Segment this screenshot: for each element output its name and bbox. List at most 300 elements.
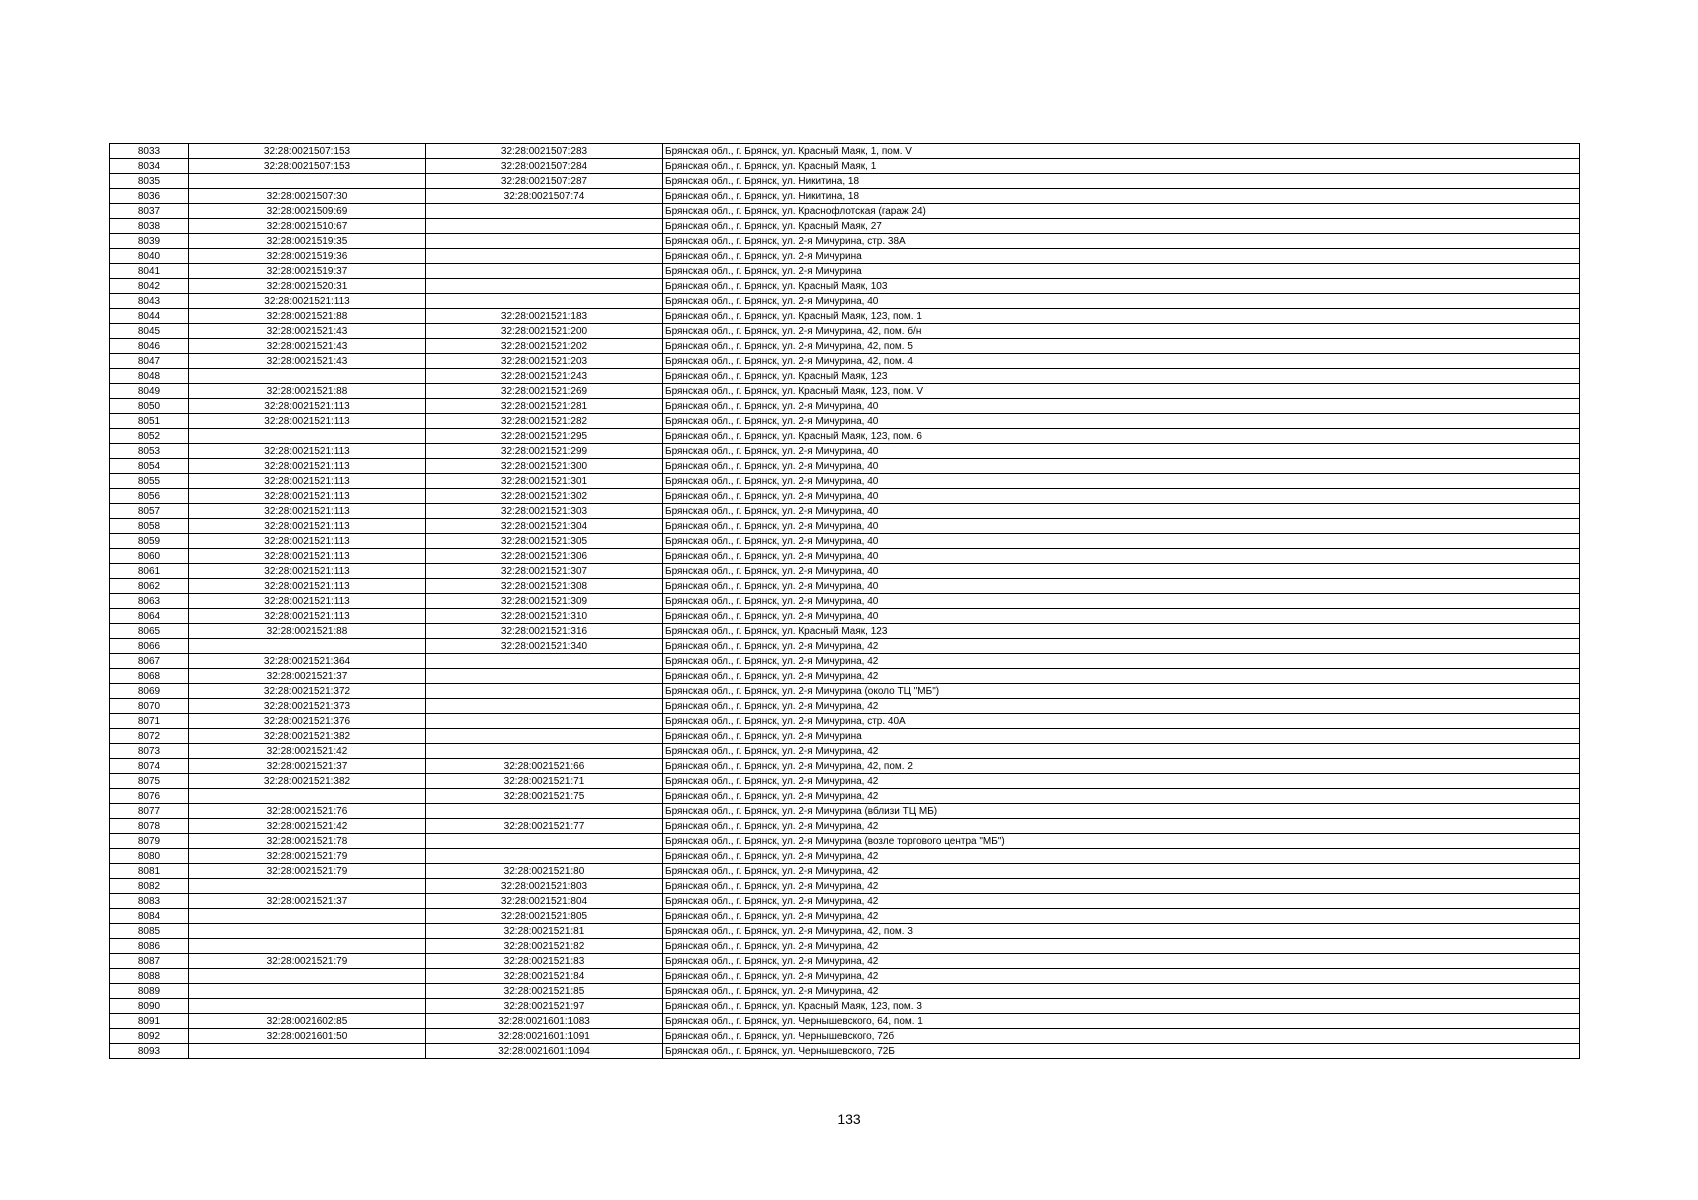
address-cell: Брянская обл., г. Брянск, ул. Красный Маяк, 123 [663,624,1580,639]
address-cell: Брянская обл., г. Брянск, ул. 2-я Мичурина, 42, пом. б/н [663,324,1580,339]
table-row [110,759,1580,774]
cadastral-number-cell [426,714,663,729]
table-row [110,939,1580,954]
cadastral-number-cell: 32:28:0021521:203 [426,354,663,369]
table-row [110,309,1580,324]
table-row [110,459,1580,474]
parent-cadastral-number-cell [189,939,426,954]
parent-cadastral-number-cell [189,879,426,894]
row-number-cell: 8056 [110,489,189,504]
cadastral-number-cell: 32:28:0021521:304 [426,519,663,534]
parent-cadastral-number-cell: 32:28:0021521:113 [189,399,426,414]
row-number-cell: 8067 [110,654,189,669]
table-row [110,1029,1580,1044]
cadastral-number-cell: 32:28:0021521:75 [426,789,663,804]
address-cell: Брянская обл., г. Брянск, ул. Красный Маяк, 123 [663,369,1580,384]
cadastral-number-cell [426,249,663,264]
parent-cadastral-number-cell: 32:28:0021521:88 [189,624,426,639]
parent-cadastral-number-cell: 32:28:0021521:113 [189,594,426,609]
parent-cadastral-number-cell: 32:28:0021521:113 [189,579,426,594]
row-number-cell: 8089 [110,984,189,999]
address-cell: Брянская обл., г. Брянск, ул. 2-я Мичурина, 40 [663,549,1580,564]
address-cell: Брянская обл., г. Брянск, ул. 2-я Мичурина, 42 [663,819,1580,834]
address-cell: Брянская обл., г. Брянск, ул. 2-я Мичурина (вблизи ТЦ МБ) [663,804,1580,819]
table-row [110,684,1580,699]
row-number-cell: 8085 [110,924,189,939]
parent-cadastral-number-cell: 32:28:0021521:113 [189,564,426,579]
parent-cadastral-number-cell: 32:28:0021521:43 [189,324,426,339]
table-row [110,429,1580,444]
cadastral-number-cell: 32:28:0021521:804 [426,894,663,909]
row-number-cell: 8035 [110,174,189,189]
cadastral-number-cell: 32:28:0021507:287 [426,174,663,189]
address-cell: Брянская обл., г. Брянск, ул. 2-я Мичурина, 40 [663,579,1580,594]
cadastral-number-cell: 32:28:0021521:301 [426,474,663,489]
row-number-cell: 8080 [110,849,189,864]
table-row [110,294,1580,309]
table-row [110,369,1580,384]
parent-cadastral-number-cell: 32:28:0021519:37 [189,264,426,279]
cadastral-number-cell: 32:28:0021521:282 [426,414,663,429]
table-row [110,1044,1580,1059]
parent-cadastral-number-cell: 32:28:0021521:113 [189,459,426,474]
address-cell: Брянская обл., г. Брянск, ул. 2-я Мичурина, 40 [663,399,1580,414]
cadastral-number-cell: 32:28:0021521:303 [426,504,663,519]
address-cell: Брянская обл., г. Брянск, ул. 2-я Мичурина, 40 [663,294,1580,309]
table-row [110,534,1580,549]
table-row [110,864,1580,879]
registry-table-body [110,144,1580,1059]
cadastral-number-cell: 32:28:0021521:308 [426,579,663,594]
address-cell: Брянская обл., г. Брянск, ул. 2-я Мичурина, 40 [663,519,1580,534]
row-number-cell: 8077 [110,804,189,819]
cadastral-number-cell: 32:28:0021521:80 [426,864,663,879]
parent-cadastral-number-cell: 32:28:0021521:79 [189,864,426,879]
cadastral-number-cell: 32:28:0021601:1083 [426,1014,663,1029]
table-row [110,714,1580,729]
row-number-cell: 8058 [110,519,189,534]
address-cell: Брянская обл., г. Брянск, ул. Красный Маяк, 1, пом. V [663,144,1580,159]
parent-cadastral-number-cell: 32:28:0021521:113 [189,474,426,489]
cadastral-number-cell: 32:28:0021521:281 [426,399,663,414]
row-number-cell: 8066 [110,639,189,654]
table-row [110,354,1580,369]
row-number-cell: 8061 [110,564,189,579]
row-number-cell: 8076 [110,789,189,804]
table-row [110,909,1580,924]
row-number-cell: 8060 [110,549,189,564]
row-number-cell: 8086 [110,939,189,954]
row-number-cell: 8092 [110,1029,189,1044]
parent-cadastral-number-cell: 32:28:0021519:36 [189,249,426,264]
address-cell: Брянская обл., г. Брянск, ул. 2-я Мичурина, 42 [663,909,1580,924]
address-cell: Брянская обл., г. Брянск, ул. 2-я Мичурина, 40 [663,609,1580,624]
address-cell: Брянская обл., г. Брянск, ул. 2-я Мичурина [663,249,1580,264]
row-number-cell: 8037 [110,204,189,219]
address-cell: Брянская обл., г. Брянск, ул. 2-я Мичурина, 42 [663,849,1580,864]
table-row [110,729,1580,744]
row-number-cell: 8036 [110,189,189,204]
address-cell: Брянская обл., г. Брянск, ул. 2-я Мичурина, 42, пом. 5 [663,339,1580,354]
parent-cadastral-number-cell: 32:28:0021521:88 [189,384,426,399]
cadastral-number-cell: 32:28:0021521:202 [426,339,663,354]
cadastral-number-cell: 32:28:0021521:305 [426,534,663,549]
row-number-cell: 8084 [110,909,189,924]
row-number-cell: 8043 [110,294,189,309]
table-row [110,144,1580,159]
cadastral-number-cell: 32:28:0021521:71 [426,774,663,789]
table-row [110,969,1580,984]
address-cell: Брянская обл., г. Брянск, ул. 2-я Мичурина, 42 [663,954,1580,969]
cadastral-number-cell: 32:28:0021521:803 [426,879,663,894]
table-row [110,249,1580,264]
table-row [110,699,1580,714]
cadastral-number-cell: 32:28:0021601:1094 [426,1044,663,1059]
table-row [110,579,1580,594]
row-number-cell: 8038 [110,219,189,234]
address-cell: Брянская обл., г. Брянск, ул. Красный Маяк, 123, пом. 1 [663,309,1580,324]
parent-cadastral-number-cell: 32:28:0021521:113 [189,294,426,309]
parent-cadastral-number-cell: 32:28:0021521:79 [189,954,426,969]
row-number-cell: 8063 [110,594,189,609]
parent-cadastral-number-cell [189,909,426,924]
parent-cadastral-number-cell [189,639,426,654]
table-row [110,639,1580,654]
cadastral-number-cell: 32:28:0021521:81 [426,924,663,939]
table-row [110,189,1580,204]
parent-cadastral-number-cell [189,174,426,189]
address-cell: Брянская обл., г. Брянск, ул. Чернышевского, 72б [663,1029,1580,1044]
table-row [110,399,1580,414]
row-number-cell: 8054 [110,459,189,474]
parent-cadastral-number-cell: 32:28:0021521:113 [189,609,426,624]
parent-cadastral-number-cell [189,429,426,444]
row-number-cell: 8049 [110,384,189,399]
row-number-cell: 8083 [110,894,189,909]
row-number-cell: 8091 [110,1014,189,1029]
cadastral-number-cell: 32:28:0021521:243 [426,369,663,384]
cadastral-number-cell: 32:28:0021521:77 [426,819,663,834]
address-cell: Брянская обл., г. Брянск, ул. 2-я Мичурина, 42 [663,879,1580,894]
cadastral-number-cell [426,654,663,669]
address-cell: Брянская обл., г. Брянск, ул. 2-я Мичурина, 42 [663,864,1580,879]
cadastral-number-cell: 32:28:0021521:306 [426,549,663,564]
row-number-cell: 8075 [110,774,189,789]
cadastral-number-cell: 32:28:0021521:307 [426,564,663,579]
row-number-cell: 8046 [110,339,189,354]
address-cell: Брянская обл., г. Брянск, ул. 2-я Мичурина, 42 [663,774,1580,789]
parent-cadastral-number-cell: 32:28:0021510:67 [189,219,426,234]
cadastral-number-cell: 32:28:0021521:84 [426,969,663,984]
cadastral-number-cell: 32:28:0021521:200 [426,324,663,339]
address-cell: Брянская обл., г. Брянск, ул. 2-я Мичурина, 40 [663,459,1580,474]
table-row [110,234,1580,249]
address-cell: Брянская обл., г. Брянск, ул. 2-я Мичурина, 42, пом. 2 [663,759,1580,774]
address-cell: Брянская обл., г. Брянск, ул. 2-я Мичурина, 40 [663,534,1580,549]
table-row [110,1014,1580,1029]
parent-cadastral-number-cell: 32:28:0021509:69 [189,204,426,219]
cadastral-number-cell: 32:28:0021521:82 [426,939,663,954]
table-row [110,804,1580,819]
parent-cadastral-number-cell [189,369,426,384]
parent-cadastral-number-cell: 32:28:0021519:35 [189,234,426,249]
parent-cadastral-number-cell [189,924,426,939]
cadastral-number-cell [426,219,663,234]
parent-cadastral-number-cell: 32:28:0021520:31 [189,279,426,294]
address-cell: Брянская обл., г. Брянск, ул. Красный Маяк, 103 [663,279,1580,294]
parent-cadastral-number-cell: 32:28:0021521:42 [189,819,426,834]
row-number-cell: 8087 [110,954,189,969]
table-row [110,384,1580,399]
row-number-cell: 8093 [110,1044,189,1059]
parent-cadastral-number-cell: 32:28:0021602:85 [189,1014,426,1029]
row-number-cell: 8073 [110,744,189,759]
address-cell: Брянская обл., г. Брянск, ул. 2-я Мичурина, 42 [663,639,1580,654]
row-number-cell: 8081 [110,864,189,879]
table-row [110,654,1580,669]
address-cell: Брянская обл., г. Брянск, ул. 2-я Мичурина, 42 [663,669,1580,684]
parent-cadastral-number-cell: 32:28:0021521:43 [189,339,426,354]
cadastral-number-cell [426,834,663,849]
cadastral-number-cell [426,744,663,759]
address-cell: Брянская обл., г. Брянск, ул. 2-я Мичурина, 42 [663,894,1580,909]
parent-cadastral-number-cell [189,1044,426,1059]
address-cell: Брянская обл., г. Брянск, ул. 2-я Мичурина, 40 [663,474,1580,489]
registry-table [109,143,1580,1059]
cadastral-number-cell: 32:28:0021521:302 [426,489,663,504]
row-number-cell: 8044 [110,309,189,324]
address-cell: Брянская обл., г. Брянск, ул. 2-я Мичурина, 42 [663,984,1580,999]
parent-cadastral-number-cell [189,984,426,999]
table-row [110,894,1580,909]
cadastral-number-cell: 32:28:0021521:340 [426,639,663,654]
address-cell: Брянская обл., г. Брянск, ул. 2-я Мичурина (возле торгового центра "МБ") [663,834,1580,849]
parent-cadastral-number-cell: 32:28:0021521:372 [189,684,426,699]
address-cell: Брянская обл., г. Брянск, ул. 2-я Мичурина [663,264,1580,279]
parent-cadastral-number-cell: 32:28:0021521:382 [189,774,426,789]
table-row [110,984,1580,999]
table-row [110,549,1580,564]
parent-cadastral-number-cell: 32:28:0021521:43 [189,354,426,369]
cadastral-number-cell: 32:28:0021521:295 [426,429,663,444]
table-row [110,264,1580,279]
address-cell: Брянская обл., г. Брянск, ул. Красный Маяк, 27 [663,219,1580,234]
cadastral-number-cell [426,849,663,864]
parent-cadastral-number-cell: 32:28:0021507:30 [189,189,426,204]
address-cell: Брянская обл., г. Брянск, ул. 2-я Мичурина, 42, пом. 3 [663,924,1580,939]
table-row [110,414,1580,429]
address-cell: Брянская обл., г. Брянск, ул. Никитина, 18 [663,174,1580,189]
address-cell: Брянская обл., г. Брянск, ул. 2-я Мичурина, 42 [663,789,1580,804]
row-number-cell: 8079 [110,834,189,849]
table-row [110,219,1580,234]
address-cell: Брянская обл., г. Брянск, ул. Красный Маяк, 123, пом. V [663,384,1580,399]
row-number-cell: 8078 [110,819,189,834]
address-cell: Брянская обл., г. Брянск, ул. 2-я Мичурина, 42 [663,939,1580,954]
row-number-cell: 8065 [110,624,189,639]
table-row [110,159,1580,174]
address-cell: Брянская обл., г. Брянск, ул. 2-я Мичурина [663,729,1580,744]
table-row [110,669,1580,684]
address-cell: Брянская обл., г. Брянск, ул. 2-я Мичурина, 40 [663,444,1580,459]
cadastral-number-cell: 32:28:0021507:74 [426,189,663,204]
cadastral-number-cell: 32:28:0021521:85 [426,984,663,999]
row-number-cell: 8062 [110,579,189,594]
parent-cadastral-number-cell [189,999,426,1014]
parent-cadastral-number-cell: 32:28:0021521:382 [189,729,426,744]
parent-cadastral-number-cell: 32:28:0021507:153 [189,159,426,174]
parent-cadastral-number-cell [189,969,426,984]
table-row [110,279,1580,294]
row-number-cell: 8072 [110,729,189,744]
row-number-cell: 8048 [110,369,189,384]
parent-cadastral-number-cell: 32:28:0021521:79 [189,849,426,864]
parent-cadastral-number-cell: 32:28:0021521:42 [189,744,426,759]
row-number-cell: 8052 [110,429,189,444]
cadastral-number-cell [426,699,663,714]
cadastral-number-cell: 32:28:0021521:805 [426,909,663,924]
table-row [110,519,1580,534]
cadastral-number-cell [426,234,663,249]
cadastral-number-cell: 32:28:0021521:97 [426,999,663,1014]
table-row [110,204,1580,219]
row-number-cell: 8033 [110,144,189,159]
table-row [110,849,1580,864]
address-cell: Брянская обл., г. Брянск, ул. 2-я Мичурина, 42 [663,699,1580,714]
table-row [110,999,1580,1014]
row-number-cell: 8042 [110,279,189,294]
table-row [110,924,1580,939]
row-number-cell: 8064 [110,609,189,624]
parent-cadastral-number-cell: 32:28:0021521:113 [189,444,426,459]
table-row [110,834,1580,849]
cadastral-number-cell: 32:28:0021521:183 [426,309,663,324]
address-cell: Брянская обл., г. Брянск, ул. 2-я Мичурина (около ТЦ "МБ") [663,684,1580,699]
table-row [110,879,1580,894]
row-number-cell: 8034 [110,159,189,174]
address-cell: Брянская обл., г. Брянск, ул. 2-я Мичурина, 40 [663,564,1580,579]
address-cell: Брянская обл., г. Брянск, ул. 2-я Мичурина, 42 [663,744,1580,759]
address-cell: Брянская обл., г. Брянск, ул. 2-я Мичурина, стр. 38А [663,234,1580,249]
address-cell: Брянская обл., г. Брянск, ул. Никитина, 18 [663,189,1580,204]
address-cell: Брянская обл., г. Брянск, ул. Красный Маяк, 123, пом. 6 [663,429,1580,444]
row-number-cell: 8053 [110,444,189,459]
address-cell: Брянская обл., г. Брянск, ул. 2-я Мичурина, 42, пом. 4 [663,354,1580,369]
cadastral-number-cell: 32:28:0021521:309 [426,594,663,609]
cadastral-number-cell: 32:28:0021507:284 [426,159,663,174]
row-number-cell: 8070 [110,699,189,714]
parent-cadastral-number-cell: 32:28:0021521:113 [189,414,426,429]
row-number-cell: 8090 [110,999,189,1014]
parent-cadastral-number-cell: 32:28:0021521:373 [189,699,426,714]
row-number-cell: 8041 [110,264,189,279]
cadastral-number-cell: 32:28:0021521:316 [426,624,663,639]
row-number-cell: 8071 [110,714,189,729]
parent-cadastral-number-cell: 32:28:0021521:37 [189,759,426,774]
address-cell: Брянская обл., г. Брянск, ул. 2-я Мичурина, 40 [663,489,1580,504]
table-row [110,339,1580,354]
row-number-cell: 8051 [110,414,189,429]
table-row [110,444,1580,459]
address-cell: Брянская обл., г. Брянск, ул. Красный Маяк, 123, пом. 3 [663,999,1580,1014]
address-cell: Брянская обл., г. Брянск, ул. 2-я Мичурина, 40 [663,594,1580,609]
table-row [110,489,1580,504]
address-cell: Брянская обл., г. Брянск, ул. 2-я Мичурина, стр. 40А [663,714,1580,729]
cadastral-number-cell: 32:28:0021521:300 [426,459,663,474]
cadastral-number-cell [426,669,663,684]
address-cell: Брянская обл., г. Брянск, ул. 2-я Мичурина, 42 [663,654,1580,669]
address-cell: Брянская обл., г. Брянск, ул. Красный Маяк, 1 [663,159,1580,174]
table-row [110,594,1580,609]
parent-cadastral-number-cell: 32:28:0021601:50 [189,1029,426,1044]
table-row [110,174,1580,189]
cadastral-number-cell: 32:28:0021521:310 [426,609,663,624]
cadastral-number-cell [426,729,663,744]
address-cell: Брянская обл., г. Брянск, ул. 2-я Мичурина, 40 [663,504,1580,519]
cadastral-number-cell: 32:28:0021521:83 [426,954,663,969]
cadastral-number-cell: 32:28:0021507:283 [426,144,663,159]
table-row [110,564,1580,579]
address-cell: Брянская обл., г. Брянск, ул. 2-я Мичурина, 40 [663,414,1580,429]
address-cell: Брянская обл., г. Брянск, ул. Чернышевского, 64, пом. 1 [663,1014,1580,1029]
table-row [110,504,1580,519]
cadastral-number-cell: 32:28:0021601:1091 [426,1029,663,1044]
cadastral-number-cell [426,804,663,819]
row-number-cell: 8045 [110,324,189,339]
address-cell: Брянская обл., г. Брянск, ул. 2-я Мичурина, 42 [663,969,1580,984]
parent-cadastral-number-cell: 32:28:0021521:37 [189,894,426,909]
table-row [110,789,1580,804]
cadastral-number-cell [426,279,663,294]
row-number-cell: 8068 [110,669,189,684]
row-number-cell: 8050 [110,399,189,414]
table-row [110,324,1580,339]
parent-cadastral-number-cell: 32:28:0021521:76 [189,804,426,819]
parent-cadastral-number-cell: 32:28:0021521:376 [189,714,426,729]
cadastral-number-cell: 32:28:0021521:299 [426,444,663,459]
row-number-cell: 8069 [110,684,189,699]
cadastral-number-cell [426,264,663,279]
parent-cadastral-number-cell: 32:28:0021521:113 [189,489,426,504]
parent-cadastral-number-cell: 32:28:0021521:113 [189,504,426,519]
row-number-cell: 8047 [110,354,189,369]
table-row [110,774,1580,789]
row-number-cell: 8088 [110,969,189,984]
row-number-cell: 8074 [110,759,189,774]
parent-cadastral-number-cell: 32:28:0021521:88 [189,309,426,324]
parent-cadastral-number-cell: 32:28:0021521:364 [189,654,426,669]
parent-cadastral-number-cell: 32:28:0021521:113 [189,549,426,564]
cadastral-number-cell [426,204,663,219]
table-row [110,624,1580,639]
address-cell: Брянская обл., г. Брянск, ул. Краснофлотская (гараж 24) [663,204,1580,219]
cadastral-number-cell: 32:28:0021521:66 [426,759,663,774]
row-number-cell: 8039 [110,234,189,249]
parent-cadastral-number-cell: 32:28:0021521:113 [189,534,426,549]
table-row [110,474,1580,489]
parent-cadastral-number-cell: 32:28:0021521:78 [189,834,426,849]
table-row [110,609,1580,624]
cadastral-number-cell: 32:28:0021521:269 [426,384,663,399]
table-row [110,744,1580,759]
table-row [110,954,1580,969]
cadastral-number-cell [426,294,663,309]
parent-cadastral-number-cell: 32:28:0021521:113 [189,519,426,534]
parent-cadastral-number-cell [189,789,426,804]
page-number: 133 [837,1111,861,1127]
row-number-cell: 8082 [110,879,189,894]
row-number-cell: 8059 [110,534,189,549]
